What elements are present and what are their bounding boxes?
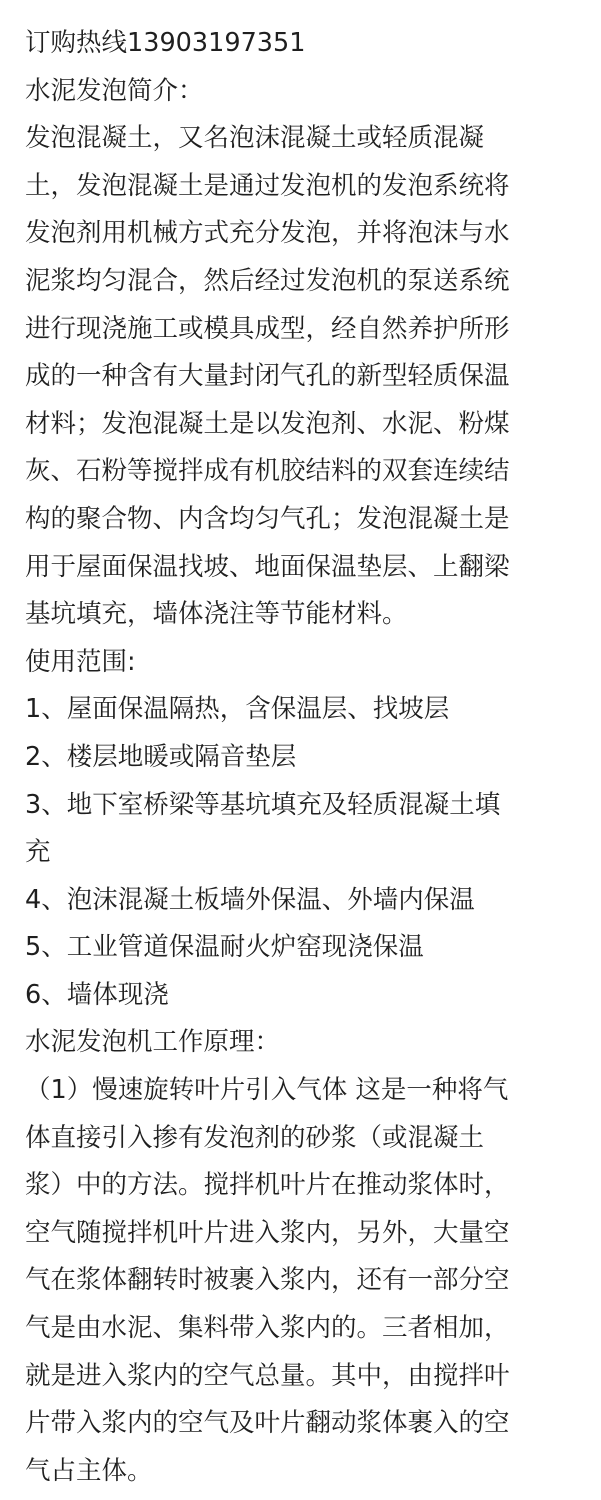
paragraph-line: 片带入浆内的空气及叶片翻动浆体裹入的空: [25, 1408, 510, 1439]
paragraph-line: 泥浆均匀混合，然后经过发泡机的泵送系统: [25, 265, 510, 296]
list-item: 4、泡沫混凝土板墙外保温、外墙内保温: [25, 884, 475, 915]
paragraph-line: 构的聚合物、内含均匀气孔；发泡混凝土是: [25, 503, 510, 534]
section-heading-principle: 水泥发泡机工作原理：: [25, 1027, 281, 1058]
paragraph-line: 成的一种含有大量封闭气孔的新型轻质保温: [25, 361, 510, 392]
paragraph-line: 气是由水泥、集料带入浆内的。三者相加，: [25, 1313, 510, 1344]
paragraph-line: 灰、石粉等搅拌成有机胶结料的双套连续结: [25, 456, 510, 487]
paragraph-line: 基坑填充，墙体浇注等节能材料。: [25, 599, 408, 630]
list-item: 6、墙体现浇: [25, 979, 169, 1010]
paragraph-line: 发泡剂用机械方式充分发泡，并将泡沫与水: [25, 218, 510, 249]
paragraph-line: 进行现浇施工或模具成型，经自然养护所形: [25, 313, 510, 344]
paragraph-line: 土，发泡混凝土是通过发泡机的发泡系统将: [25, 170, 510, 201]
paragraph-line: 发泡混凝土，又名泡沫混凝土或轻质混凝: [25, 123, 485, 154]
paragraph-line: 就是进入浆内的空气总量。其中，由搅拌叶: [25, 1360, 510, 1391]
list-item: 3、地下室桥梁等基坑填充及轻质混凝土填: [25, 789, 501, 820]
list-item: 1、屋面保温隔热，含保温层、找坡层: [25, 694, 450, 725]
paragraph-line: 浆）中的方法。搅拌机叶片在推动浆体时，: [25, 1170, 510, 1201]
document-body: [25, 20, 585, 1495]
paragraph-line: 气在浆体翻转时被裹入浆内，还有一部分空: [25, 1265, 510, 1296]
list-item: 5、工业管道保温耐火炉窑现浇保温: [25, 932, 424, 963]
section-heading-intro: 水泥发泡简介：: [25, 75, 204, 106]
list-item-continuation: 充: [25, 837, 51, 868]
hotline-text: 订购热线13903197351: [25, 28, 306, 58]
section-heading-usage: 使用范围:: [25, 646, 136, 677]
paragraph-line: 体直接引入掺有发泡剂的砂浆（或混凝土: [25, 1122, 485, 1153]
paragraph-line: （1）慢速旋转叶片引入气体 这是一种将气: [25, 1075, 509, 1106]
paragraph-line: 气占主体。: [25, 1455, 153, 1486]
paragraph-line: 材料；发泡混凝土是以发泡剂、水泥、粉煤: [25, 408, 510, 439]
paragraph-line: 空气随搅拌机叶片进入浆内，另外，大量空: [25, 1217, 510, 1248]
list-item: 2、楼层地暖或隔音垫层: [25, 741, 297, 772]
paragraph-line: 用于屋面保温找坡、地面保温垫层、上翻梁: [25, 551, 510, 582]
